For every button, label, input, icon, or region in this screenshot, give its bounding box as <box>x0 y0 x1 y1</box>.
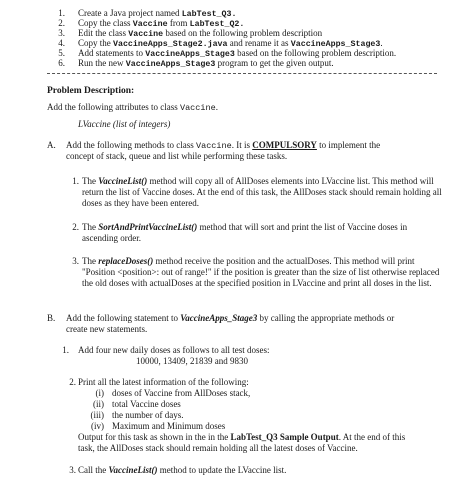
a-item-2 <box>82 222 442 244</box>
section-b-line1 <box>66 313 394 323</box>
attributes-intro-text: Add the following attributes to class <box>47 102 180 112</box>
sub-item-number: (i) <box>95 388 104 398</box>
sub-item-text: total Vaccine doses <box>112 399 181 409</box>
b-item-3-pre: Call the <box>78 465 109 475</box>
step-text-part: Add statements to <box>78 48 146 58</box>
step-number: 1. <box>58 8 65 18</box>
method-name: replaceDoses() <box>98 256 154 266</box>
step-text-part: based on the following problem description. <box>234 48 397 58</box>
attributes-intro <box>47 102 218 113</box>
code-text: LabTest_Q3. <box>181 10 237 19</box>
code-text: Vaccine <box>128 30 164 39</box>
section-a-line1 <box>66 140 380 151</box>
section-a-line2: concept of stack, queue and list while performing these tasks. <box>66 151 288 161</box>
a-item-text: method receive the position and the actualDoses. This method will print "Position <position>: out of range!" if the position is greater than the size of list otherwise replaced the old doses with actualDoses at the specified position in LVaccine and print all doses in the list. <box>82 256 440 288</box>
step-text-part: Copy the <box>78 38 113 48</box>
section-a-text: Add the following methods to class <box>66 140 196 150</box>
b-item-2-text: Print all the latest information of the following: <box>78 377 249 387</box>
step-text-part: program to get the given output. <box>215 58 334 68</box>
b-item-number: 3. <box>69 465 76 475</box>
step-text-part: Run the new <box>78 58 126 68</box>
step-number: 4. <box>58 38 65 48</box>
a-item-3 <box>82 256 442 289</box>
section-b-line2: create new statements. <box>66 324 148 334</box>
step-text-part: Copy the class <box>78 18 133 28</box>
attributes-intro-end: . <box>215 102 218 112</box>
code-text: VaccineApps_Stage3 <box>145 50 235 59</box>
sub-item-number: (iii) <box>90 410 104 420</box>
class-name: Vaccine <box>179 103 216 113</box>
step-number: 3. <box>58 28 65 38</box>
a-item-1 <box>82 176 442 209</box>
step-text-part: from <box>167 18 190 28</box>
b-item-1-values: 10000, 13409, 21839 and 9830 <box>136 356 248 366</box>
output-line-1 <box>78 432 405 442</box>
section-b-text: Add the following statement to <box>66 313 181 323</box>
a-item-number: 1. <box>72 176 79 186</box>
code-text: VaccineApps_Stage3 <box>290 40 381 49</box>
b-item-3-post: method to update the LVaccine list. <box>157 465 287 475</box>
section-a-letter: A. <box>47 140 56 150</box>
step-number: 5. <box>58 48 65 58</box>
code-text: LabTest_Q2. <box>189 20 245 29</box>
sub-item-number: (iv) <box>91 421 104 431</box>
a-item-number: 3. <box>72 256 79 266</box>
step-text-part: . <box>380 38 383 48</box>
a-item-text: method will copy all of AllDoses elements into LVaccine list. This method will return the list of Vaccine doses. At the end of this task, the AllDoses stack should remain holding all doses as they have been entered. <box>82 176 442 208</box>
step-text-part: Create a Java project named <box>78 8 182 18</box>
code-text: Vaccine <box>132 20 168 29</box>
b-item-3-text <box>78 465 286 475</box>
code-text: VaccineApps_Stage2.java <box>113 40 228 49</box>
sub-item-text: doses of Vaccine from AllDoses stack, <box>112 388 251 398</box>
dashed-divider <box>47 73 437 74</box>
method-name: VaccineList() <box>98 176 148 186</box>
b-item-number: 1. <box>62 345 69 355</box>
a-item-pre: The <box>82 176 99 186</box>
section-a-text: to implement the <box>316 140 381 150</box>
program-name: VaccineApps_Stage3 <box>180 313 258 323</box>
section-b-letter: B. <box>47 313 56 323</box>
output-line-2: task, the AllDoses stack should remain holding all the latest doses of Vaccine. <box>78 443 358 453</box>
sub-item-number: (ii) <box>93 399 104 409</box>
step-text-part: based on the following problem description <box>163 28 323 38</box>
class-name: Vaccine <box>196 141 232 151</box>
a-item-text: method that will sort and print the list of Vaccine doses in ascending order. <box>82 222 408 243</box>
sub-item-text: the number of days. <box>112 410 184 420</box>
output-text: Output for this task as shown in the in the <box>78 432 231 442</box>
sub-item-text: Maximum and Minimum doses <box>112 421 226 431</box>
step-text-part: and rename it as <box>227 38 291 48</box>
method-name: SortAndPrintVaccineList() <box>98 222 198 232</box>
code-text: VaccineApps_Stage3 <box>125 60 216 69</box>
compulsory-label: COMPULSORY <box>252 140 317 150</box>
section-b-text: by calling the appropriate methods or <box>257 313 395 323</box>
step-number: 2. <box>58 18 65 28</box>
attribute-item: LVaccine (list of integers) <box>78 119 171 129</box>
step-text <box>78 58 334 69</box>
method-name: VaccineList() <box>108 465 158 475</box>
problem-heading: Problem Description: <box>47 86 135 96</box>
output-text: . At the end of this <box>338 432 406 442</box>
a-item-number: 2. <box>72 222 79 232</box>
b-item-number: 2. <box>69 377 76 387</box>
step-text-part: Edit the class <box>78 28 129 38</box>
b-item-1-text: Add four new daily doses as follows to all test doses: <box>78 345 270 355</box>
a-item-pre: The <box>82 256 99 266</box>
a-item-pre: The <box>82 222 99 232</box>
section-a-text: . It is <box>231 140 253 150</box>
step-number: 6. <box>58 58 65 68</box>
sample-output-ref: LabTest_Q3 Sample Output <box>230 432 339 442</box>
